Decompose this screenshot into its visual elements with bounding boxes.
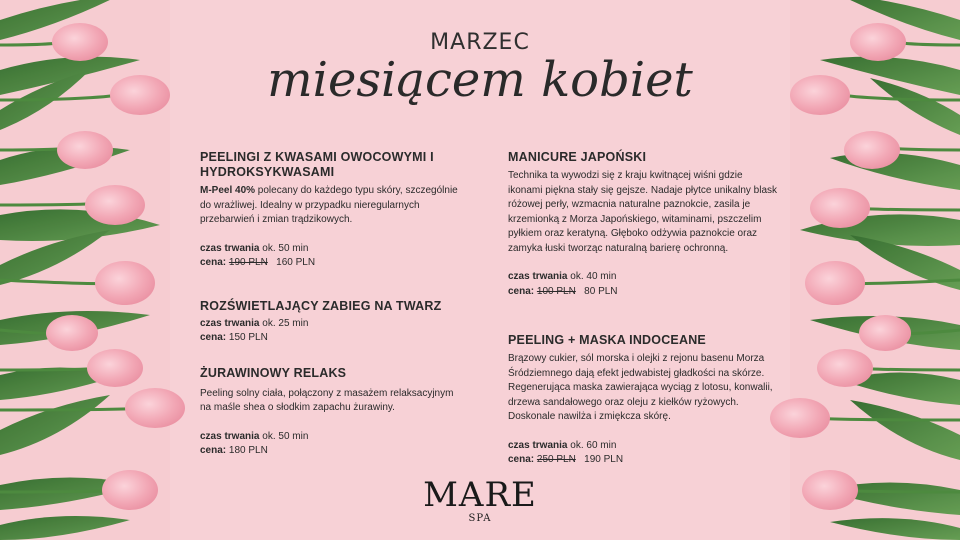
price-line [508,453,778,468]
price-label: cena: [200,445,227,456]
price-value: 160 PLN [276,257,316,268]
price-label: cena: [200,257,227,268]
duration-line [200,242,460,257]
old-price: 190 PLN [228,257,268,268]
page-kicker: MARZEC [430,30,530,55]
duration-line [508,270,778,285]
treatment-description [200,184,460,228]
price-value: 150 PLN [226,332,268,343]
treatment-manicure-japonski [508,150,778,299]
treatment-zurawinowy [200,366,460,459]
treatment-title: MANICURE JAPOŃSKI [508,150,647,164]
price-value: 180 PLN [226,445,268,456]
price-line [200,444,460,459]
duration-label: czas trwania [508,439,568,451]
treatment-peeling-kwasy [200,150,460,271]
duration-line [508,439,778,454]
duration-label: czas trwania [200,317,260,329]
price-label: cena: [200,332,227,343]
duration-line [200,317,460,332]
description-text: polecany do każdego typu skóry, szczególnie do wrażliwej. Idealny w przypadku nieregularnych przebarwień i zmian trądzikowych. [200,185,458,225]
price-label: cena: [508,285,535,297]
duration-value: ok. 60 min [567,439,617,451]
brand-logo: MARE [423,475,537,515]
price-line [200,256,460,271]
treatment-title: PEELINGI Z KWASAMI OWOCOWYMI I HYDROKSYKWASAMI [200,150,434,179]
duration-line [200,430,460,445]
page-title: miesiącem kobiet [267,52,693,108]
duration-value: ok. 25 min [259,317,309,329]
duration-value: ok. 40 min [567,271,617,282]
treatment-description: Brązowy cukier, sól morska i olejki z rejonu basenu Morza Śródziemnego dają efekt jedwabistej gładkości na skórze. Regenerująca maska zawierająca wyciąg z lotosu, konwalii, drzewa sandałowego oraz oleju z kiełków ryżowych. Doskonale nawilża i zmiękcza skórę. [508,353,773,422]
brand-subtitle: SPA [468,513,492,524]
treatment-description: Peeling solny ciała, połączony z masażem relaksacyjnym na maśle shea o słodkim zapachu żurawiny. [200,387,454,413]
treatment-indoceane [508,333,778,468]
duration-label: czas trwania [200,430,260,442]
duration-value: ok. 50 min [259,430,309,442]
right-column [508,150,778,468]
treatment-title: ROZŚWIETLAJĄCY ZABIEG NA TWARZ [200,298,442,313]
price-value: 190 PLN [584,454,624,465]
price-line [200,331,460,346]
price-label: cena: [508,454,535,465]
duration-value: ok. 50 min [259,242,309,254]
left-column [200,150,460,459]
treatment-title: PEELING + MASKA INDOCEANE [508,333,706,347]
price-line [508,285,778,300]
treatment-rozswietlajacy [200,299,460,346]
price-value: 80 PLN [584,285,618,297]
old-price: 100 PLN [536,285,576,297]
old-price: 250 PLN [536,454,576,465]
treatment-description: Technika ta wywodzi się z kraju kwitnącej wiśni gdzie ikonami piękna stały się gejsze. Nadaje płytce unikalny blask różowej perły, wzmacnia naturalne paznokcie, zasila je krzemionką z Morza Japońskiego, witaminami, pszczelim pyłkiem oraz keratyną. Głęboko odżywia paznokcie oraz zamyka łuski tworząc naturalną barierę ochronną. [508,170,778,254]
duration-label: czas trwania [508,271,568,282]
duration-label: czas trwania [200,242,260,254]
treatment-title: ŻURAWINOWY RELAKS [200,365,347,380]
product-highlight: M-Peel 40% [200,185,256,196]
